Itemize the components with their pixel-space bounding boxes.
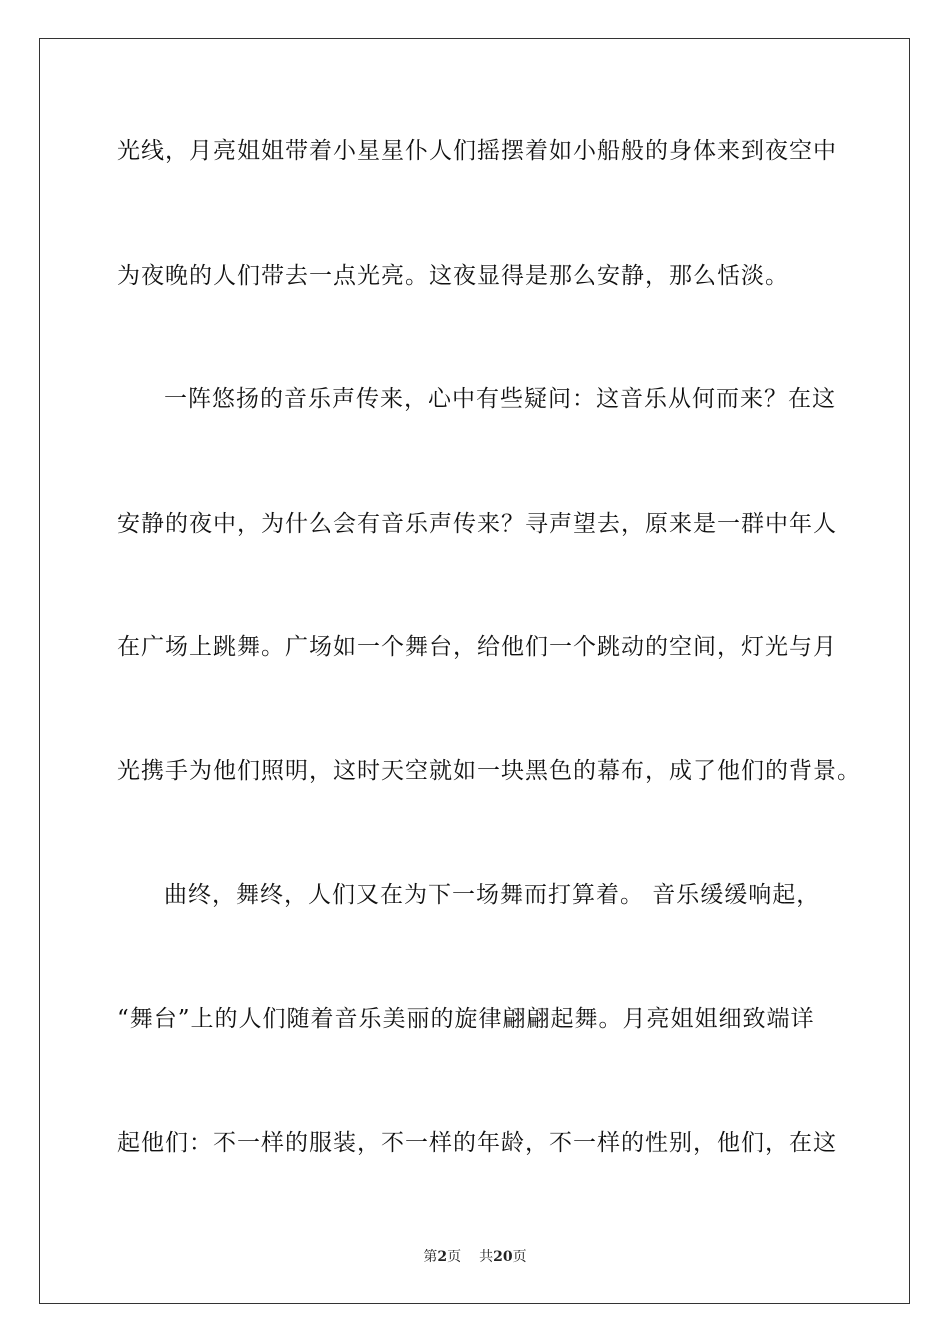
total-suffix: 页 <box>512 1249 527 1265</box>
text-line-9: 起他们：不一样的服装，不一样的年龄，不一样的性别，他们，在这 <box>117 1130 837 1156</box>
text-line-3: 一阵悠扬的音乐声传来，心中有些疑问：这音乐从何而来？在这 <box>164 386 836 412</box>
page-suffix: 页 <box>447 1249 462 1265</box>
total-prefix: 共 <box>479 1249 494 1265</box>
text-line-8: “舞台”上的人们随着音乐美丽的旋律翩翩起舞。月亮姐姐细致端详 <box>117 1006 815 1032</box>
page-footer <box>0 1248 950 1266</box>
text-line-2: 为夜晚的人们带去一点光亮。这夜显得是那么安静，那么恬淡。 <box>117 263 789 289</box>
page-number: 2 <box>437 1249 448 1265</box>
page-prefix: 第 <box>423 1249 438 1265</box>
text-line-5: 在广场上跳舞。广场如一个舞台，给他们一个跳动的空间，灯光与月 <box>117 634 837 660</box>
text-line-1: 光线，月亮姐姐带着小星星仆人们摇摆着如小船般的身体来到夜空中 <box>117 138 837 164</box>
text-line-6: 光携手为他们照明，这时天空就如一块黑色的幕布，成了他们的背景。 <box>117 758 861 784</box>
text-line-4: 安静的夜中，为什么会有音乐声传来？寻声望去，原来是一群中年人 <box>117 511 837 537</box>
page-border <box>39 38 910 1304</box>
text-line-7: 曲终，舞终，人们又在为下一场舞而打算着。 音乐缓缓响起， <box>164 882 821 908</box>
total-pages: 20 <box>493 1249 513 1265</box>
